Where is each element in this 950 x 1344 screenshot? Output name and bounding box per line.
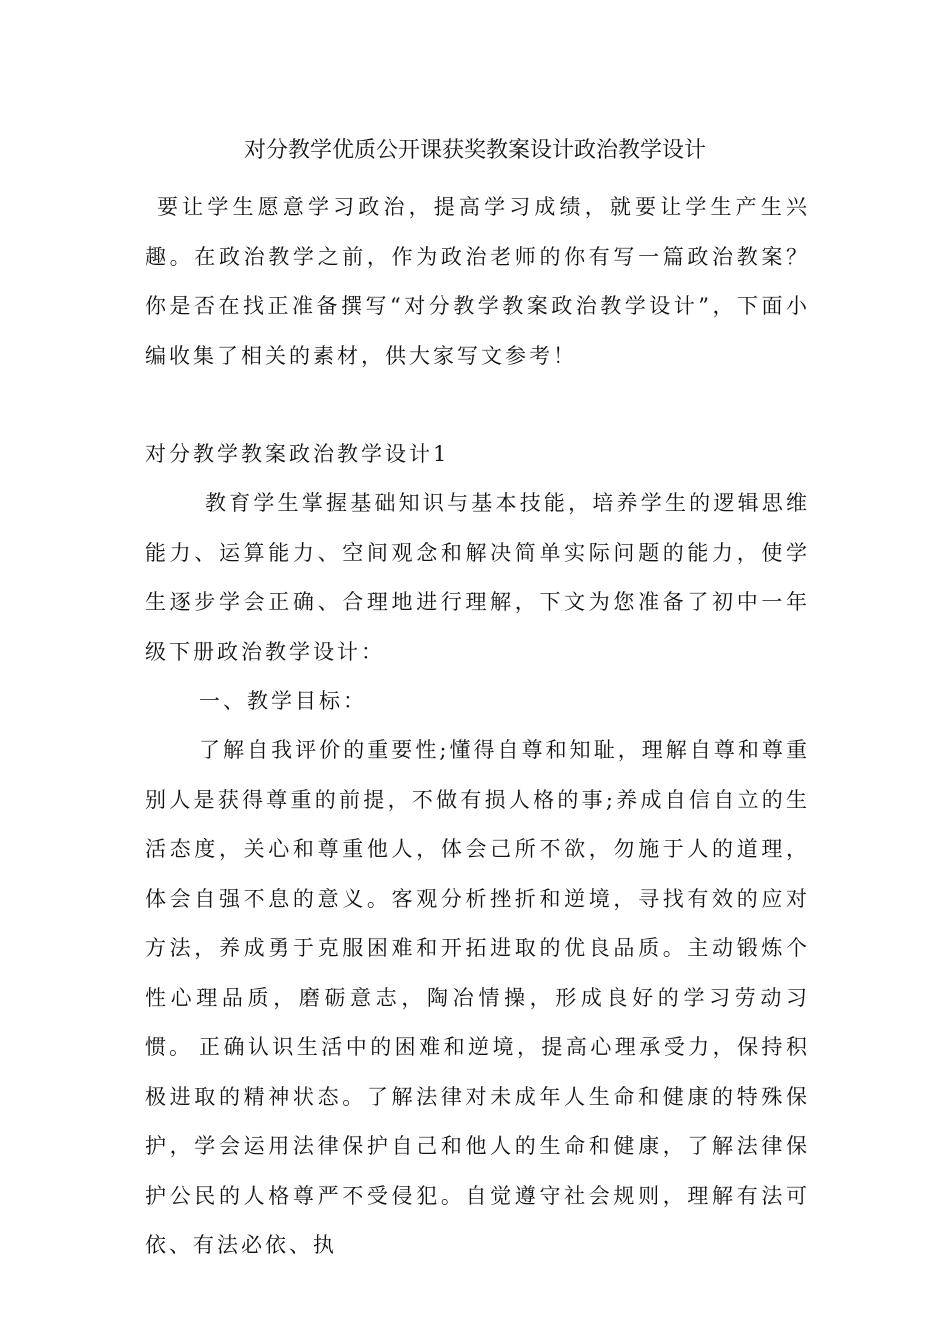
teaching-goals-heading: 一、教学目标： <box>199 689 367 713</box>
intro-paragraph: 要让学生愿意学习政治，提高学习成绩，就要让学生产生兴趣。在政治教学之前，作为政治老师的你有写一篇政治教案？你是否在找正准备撰写“对分教学教案政治教学设计”，下面小编收集了相关的素材，供大家写文参考！ <box>145 195 810 368</box>
document-title: 对分教学优质公开课获奖教案设计政治教学设计 <box>243 138 706 163</box>
section-heading: 对分教学教案政治教学设计1 <box>145 442 450 466</box>
paragraph-3: 正确认识生活中的困难和逆境，提高心理承受力，保持积极进取的精神状态。了解法律对未成年人生命和健康的特殊保护，学会运用法律保护自己和他人的生命和健康，了解法律保护公民的人格尊严不受侵犯。自觉遵守社会规则，理解有法可依、有法必依、执 <box>145 1035 810 1257</box>
paragraph-1: 教育学生掌握基础知识与基本技能，培养学生的逻辑思维能力、运算能力、空间观念和解决简单实际问题的能力，使学生逐步学会正确、合理地进行理解，下文为您准备了初中一年级下册政治教学设计： <box>145 491 810 664</box>
paragraph-2: 了解自我评价的重要性;懂得自尊和知耻，理解自尊和尊重别人是获得尊重的前提，不做有损人格的事;养成自信自立的生活态度，关心和尊重他人，体会己所不欲，勿施于人的道理，体会自强不息的意义。客观分析挫折和逆境，寻找有效的应对方法，养成勇于克服困难和开拓进取的优良品质。主动锻炼个性心理品质，磨砺意志，陶冶情操，形成良好的学习劳动习惯。 <box>145 738 810 1059</box>
